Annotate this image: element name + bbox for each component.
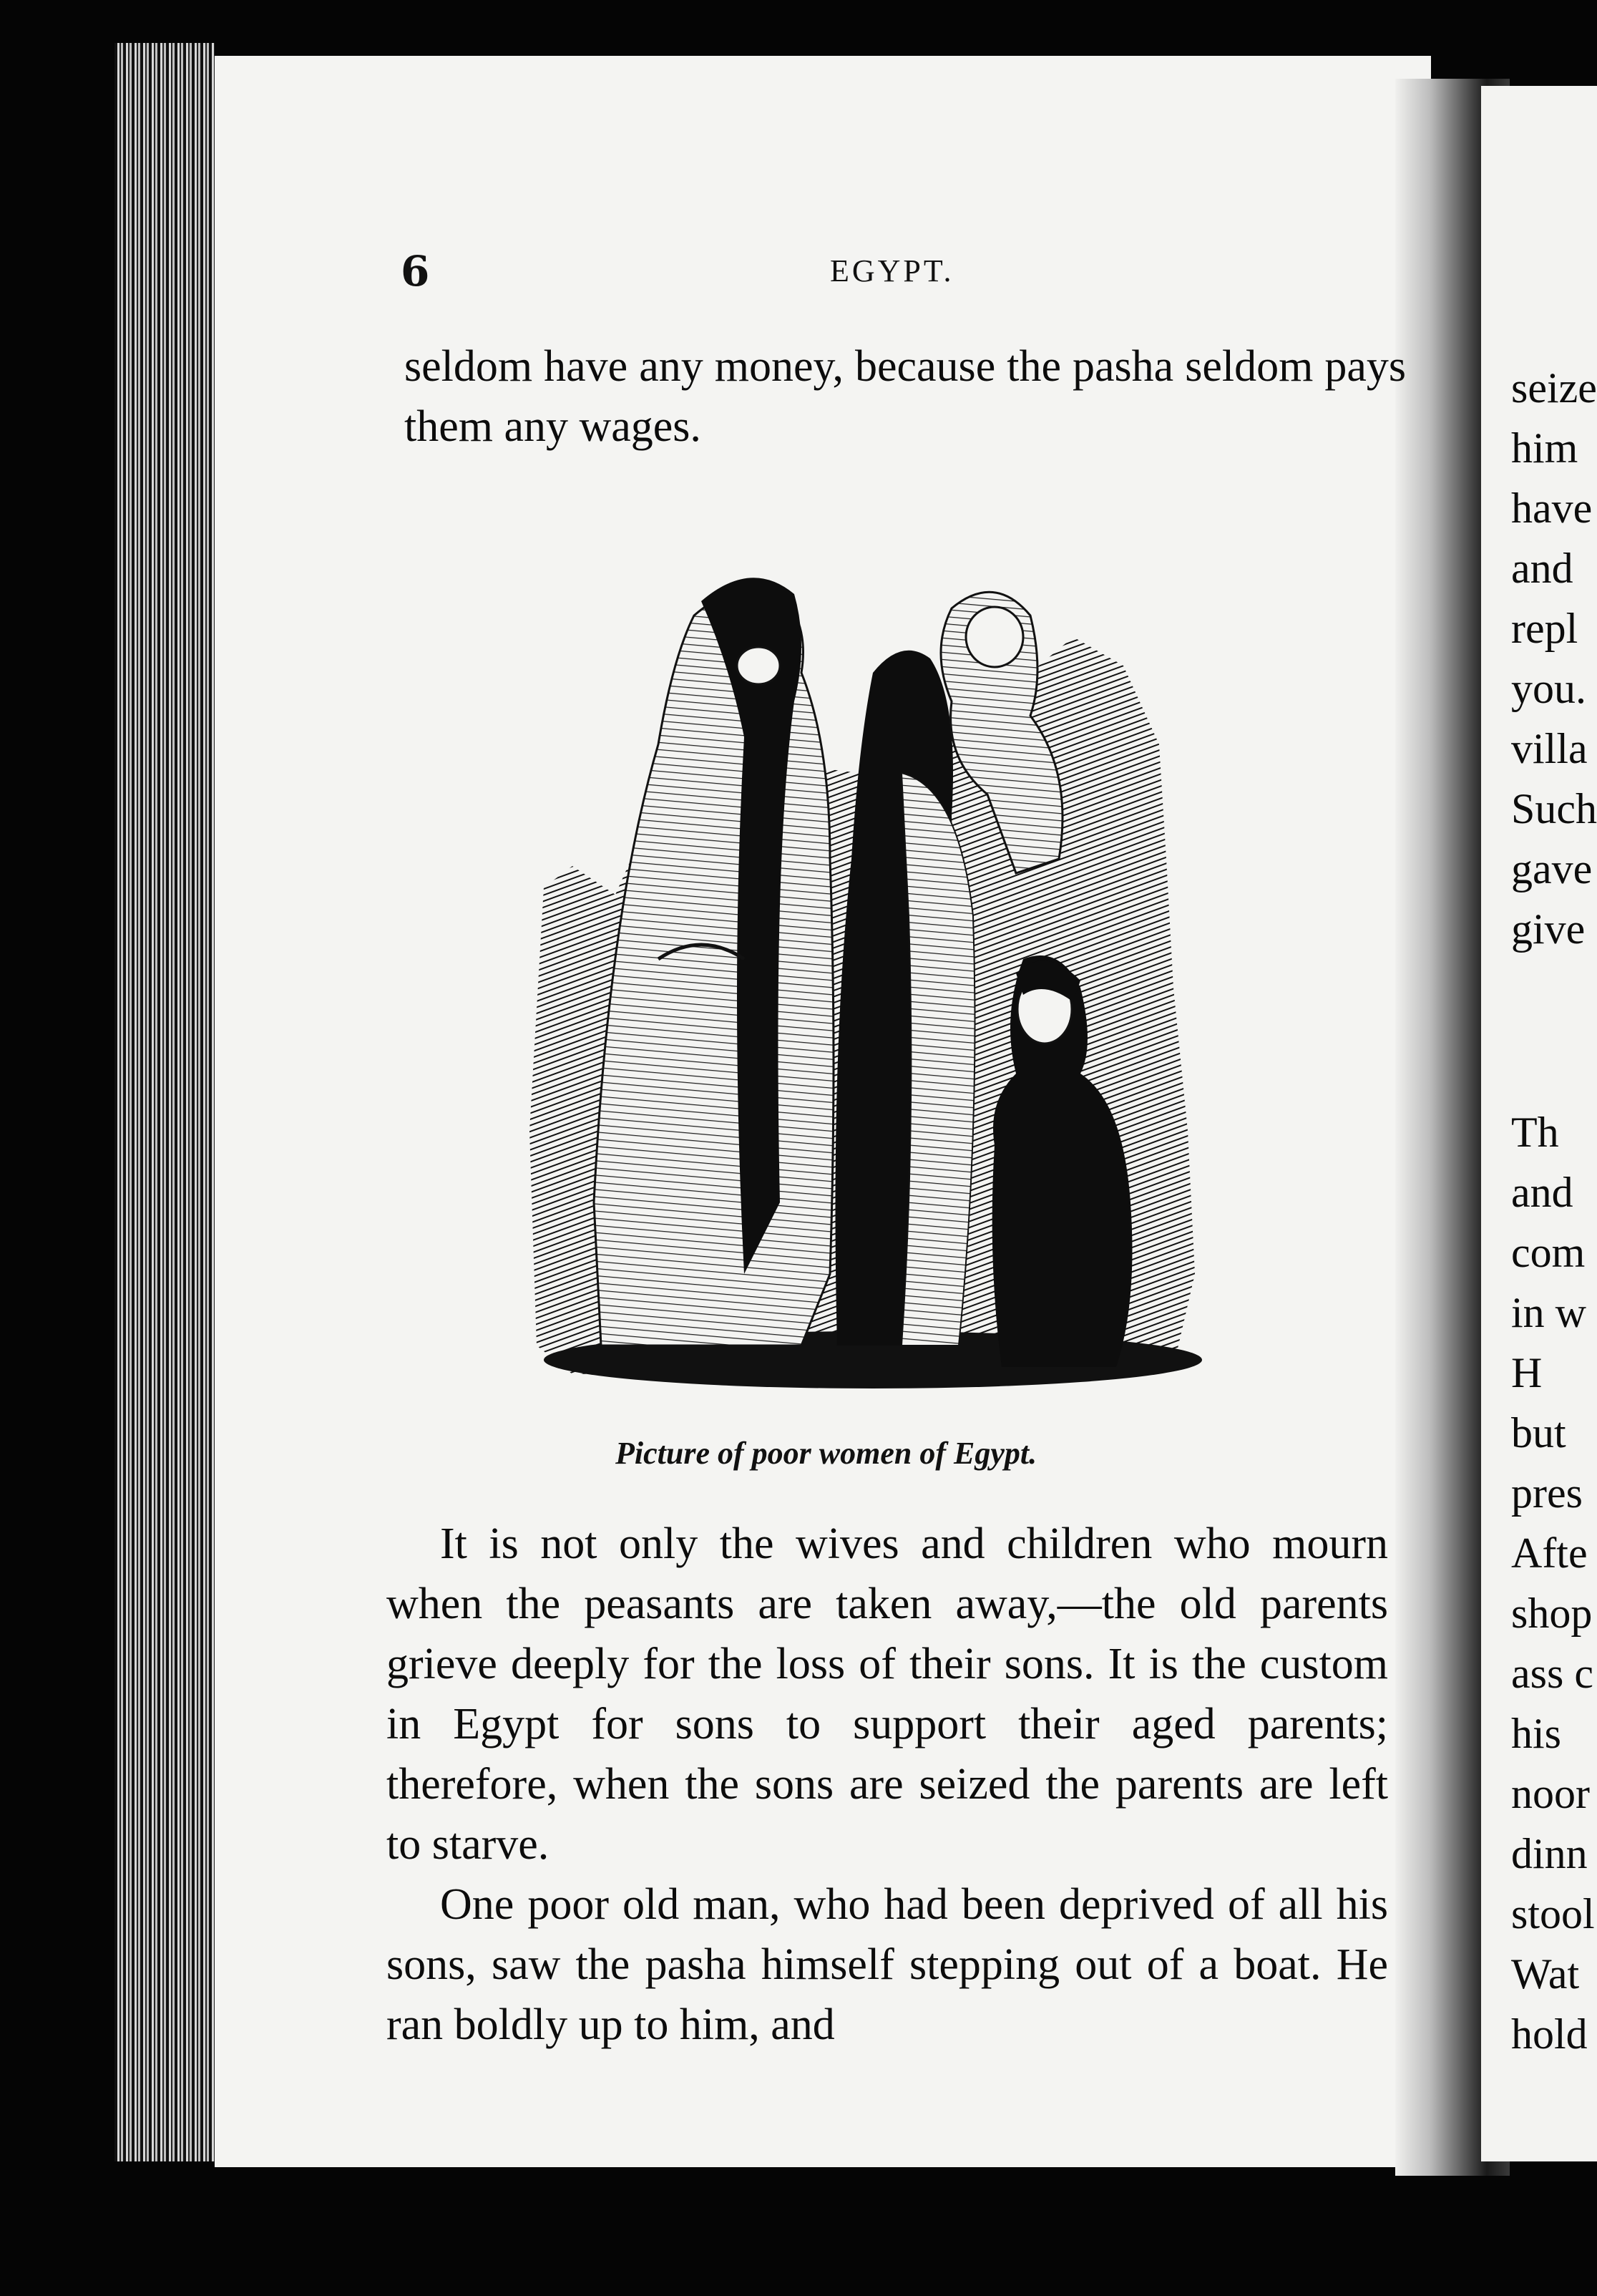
facing-line: give [1511,905,1586,953]
facing-line: pres [1511,1469,1583,1517]
top-paragraph-block [404,336,1406,457]
body-text [386,1514,1388,2055]
facing-line: and [1511,545,1573,592]
facing-line: shop [1511,1590,1593,1637]
facing-line: H [1511,1349,1543,1396]
facing-line: stool [1511,1890,1595,1937]
facing-line: repl [1511,605,1578,652]
facing-line: com [1511,1229,1586,1276]
facing-line: in w [1511,1289,1586,1336]
figure-caption: Picture of poor women of Egypt. [615,1436,1037,1471]
body-paragraph: It is not only the wives and children who mourn when the peasants are taken away,—the old parents grieve deeply for the loss of their sons. It is the custom in Egypt for sons to support their aged parents; therefore, when the sons are seized the parents are left to starve. [386,1519,1388,1869]
facing-line: gave [1511,845,1593,892]
facing-line: seize [1511,364,1597,412]
facing-line: have [1511,485,1593,532]
page-edges [114,43,215,2161]
top-paragraph: seldom have any money, because the pasha seldom pays them any wages. [404,342,1406,451]
body-paragraph: One poor old man, who had been deprived of all his sons, saw the pasha himself stepping out of a boat. He ran boldly up to him, and [386,1880,1388,2049]
facing-line: his [1511,1710,1562,1757]
facing-line: noor [1511,1770,1590,1817]
page-number: 6 [401,247,430,296]
facing-line: but [1511,1409,1566,1456]
facing-line: Th [1511,1109,1559,1156]
facing-line: Wat [1511,1950,1580,1998]
facing-line: you. [1511,665,1586,712]
facing-line: Afte [1511,1529,1588,1577]
running-title: EGYPT. [830,253,954,288]
facing-page-text-lower [1511,1102,1597,2064]
facing-page-text-upper [1511,358,1597,959]
facing-line: ass c [1511,1650,1593,1697]
facing-line: and [1511,1169,1573,1216]
facing-line: him [1511,424,1578,472]
facing-line: dinn [1511,1830,1588,1877]
running-head [401,247,1402,304]
facing-line: hold [1511,2010,1588,2058]
facing-line: villa [1511,725,1588,772]
engraving-illustration [529,558,1216,1403]
facing-line: Such [1511,785,1597,832]
